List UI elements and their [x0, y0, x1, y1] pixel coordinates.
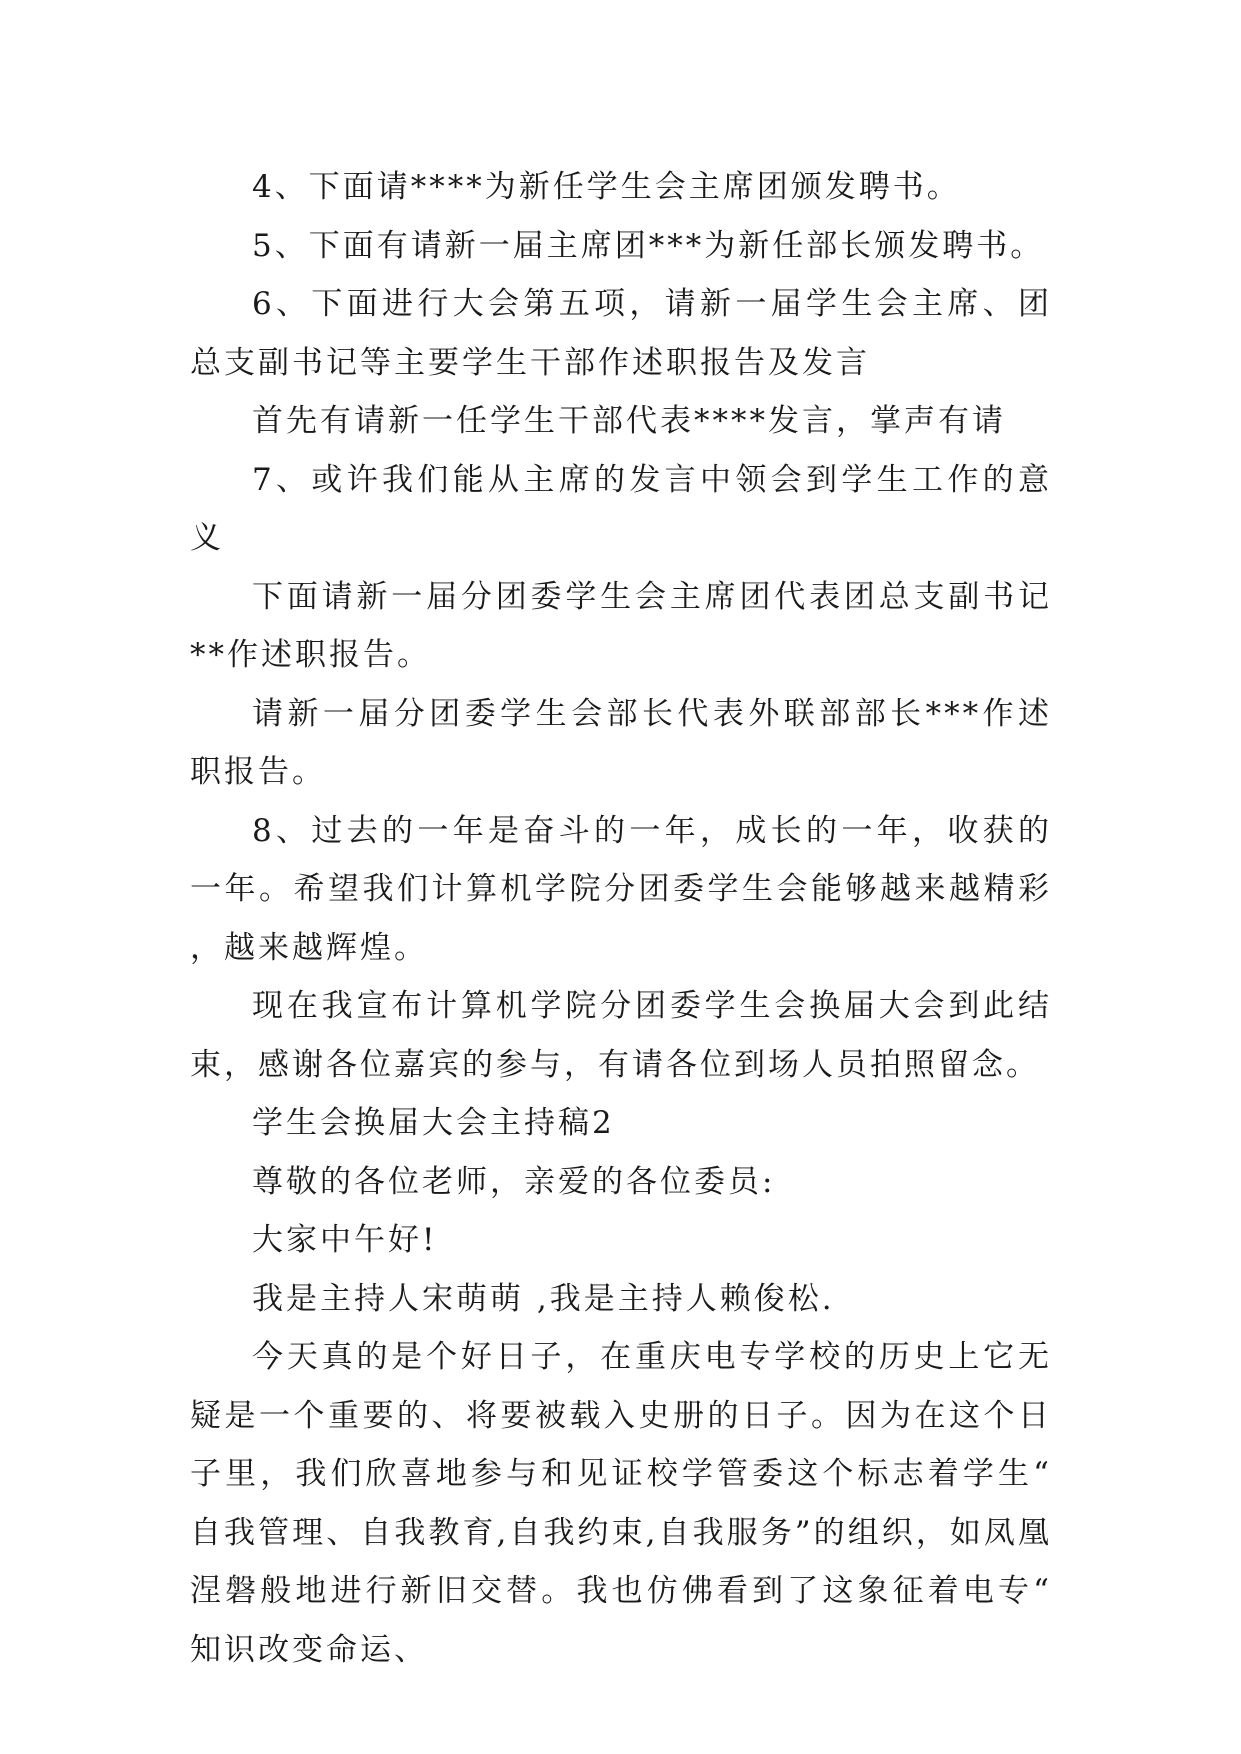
paragraph-4: 首先有请新一任学生干部代表****发言，掌声有请 [252, 403, 1006, 439]
host-intro: 我是主持人宋萌萌 ,我是主持人赖俊松. [252, 1280, 835, 1317]
paragraph-5: 7、或许我们能从主席的发言中领会到学生工作的意义 [190, 461, 1052, 556]
paragraph-6: 下面请新一届分团委学生会主席团代表团总支副书记**作述职报告。 [190, 578, 1052, 673]
paragraph-3: 6、下面进行大会第五项，请新一届学生会主席、团总支副书记等主要学生干部作述职报告及发言 [190, 286, 1052, 381]
paragraph-2: 5、下面有请新一届主席团***为新任部长颁发聘书。 [252, 227, 1045, 264]
greeting-line: 尊敬的各位老师，亲爱的各位委员: [252, 1163, 776, 1200]
section-title: 学生会换届大会主持稿2 [252, 1105, 615, 1141]
paragraph-9: 现在我宣布计算机学院分团委学生会换届大会到此结束，感谢各位嘉宾的参与，有请各位到场人员拍照留念。 [190, 988, 1052, 1083]
greeting-noon: 大家中午好! [252, 1222, 438, 1258]
paragraph-1: 4、下面请****为新任学生会主席团颁发聘书。 [252, 169, 961, 205]
document-body [190, 158, 1052, 1679]
paragraph-7: 请新一届分团委学生会部长代表外联部部长***作述职报告。 [190, 695, 1052, 790]
paragraph-8: 8、过去的一年是奋斗的一年，成长的一年，收获的一年。希望我们计算机学院分团委学生会能够越来越精彩，越来越辉煌。 [190, 812, 1052, 966]
paragraph-14: 今天真的是个好日子，在重庆电专学校的历史上它无疑是一个重要的、将要被载入史册的日子。因为在这个日子里，我们欣喜地参与和见证校学管委这个标志着学生“自我管理、自我教育,自我约束,自我服务”的组织，如凤凰涅磐般地进行新旧交替。我也仿佛看到了这象征着电专“知识改变命运、 [190, 1339, 1052, 1668]
